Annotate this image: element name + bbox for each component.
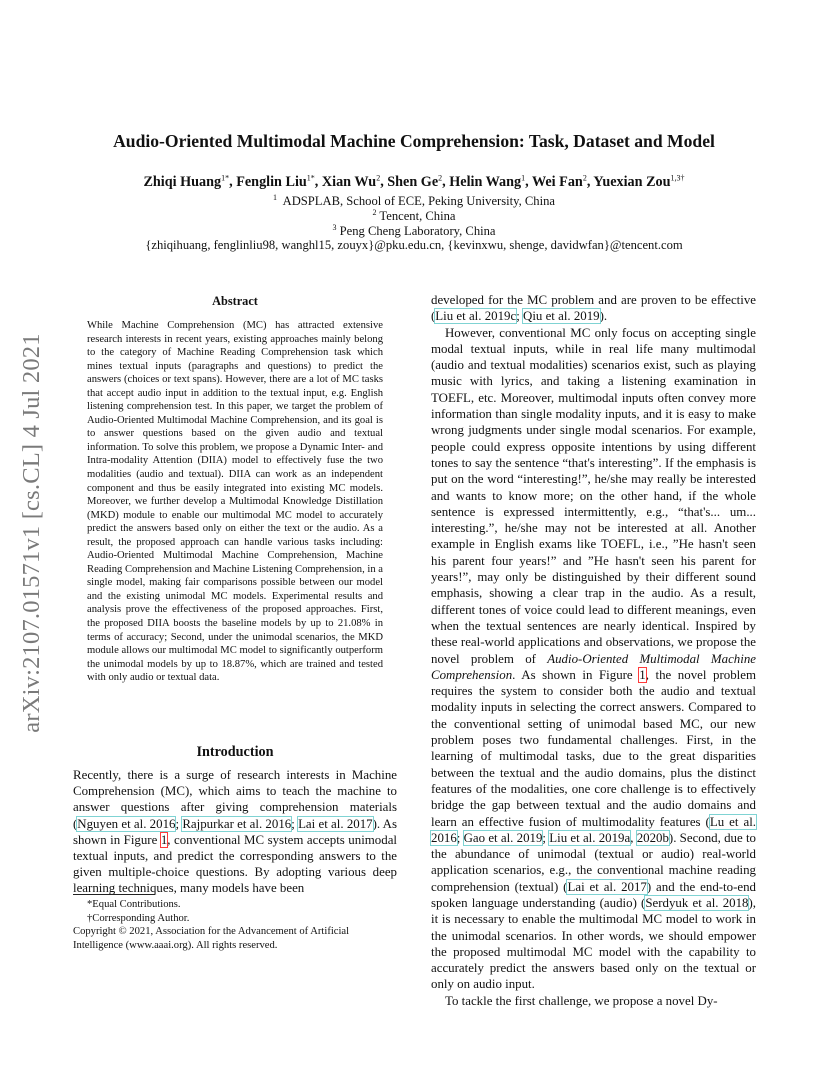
footnotes xyxy=(73,898,397,952)
author-emails: {zhiqihuang, fenglinliu98, wanghl15, zouyx}@pku.edu.cn, {kevinxwu, shenge, davidwfan}@tencent.com xyxy=(145,238,683,252)
citation-link[interactable]: Lai et al. 2017 xyxy=(298,816,373,831)
citation-link[interactable]: Lai et al. 2017 xyxy=(567,879,647,894)
copyright-notice: Copyright © 2021, Association for the Advancement of Artificial Intelligence (www.aaai.org). All rights reserved. xyxy=(73,926,350,951)
figure-link[interactable]: 1 xyxy=(160,832,168,847)
right-column-text: developed for the MC problem and are proven to be effective (Liu et al. 2019c; Qiu et al. 2019). However, conventional MC only focus on accepting single modal textual inputs, while in real life many multimodal (audio and textual modalities) scenarios exist, such as playing music with lyrics, and taking a listening examination in TOEFL, etc. Moreover, multimodal inputs often convey more information than single modality inputs, and it is easy to make wrong judgments under single modal scenarios. For example, people could express opposite intentions by using different tones to say the sentence “that's interesting”. If the emphasis is put on the word “interesting!”, he/she may really be interested and wants to know more; on the other hand, if the whole sentence is expressed intermittently, e.g., “that's... um... interesting.”, he/she may not be interested at all. Another example in English exams like TOEFL, i.e., ”He hasn't seen his parent four years!” and ”He hasn't seen his parent for years!”, may only be distinguished by their different sound emphasis, showing a clear trap in the audio. As a result, different tones of voice could lead to different meanings, even when the textual sentences are nearly identical. Inspired by these real-world applications and observations, we propose the novel problem of Audio-Oriented Multimodal Machine Comprehension. As shown in Figure 1, the novel problem requires the system to consider both the audio and textual modality inputs in selecting the correct answers. Compared to the conventional setting of unimodal based MC, our new problem poses two fundamental challenges. First, in the learning of multimodal tasks, due to the great disparities between the textual and the audio domains, plus the distinct features of the modalities, one core challenge is to effectively bridge the gap between textual and the audio domains and learn an effective fusion of multimodality features (Lu et al. 2016; Gao et al. 2019; Liu et al. 2019a, 2020b). Second, due to the abundance of unimodal (textual or audio) real-world application scenarios, e.g., the conventional machine reading comprehension (textual) (Lai et al. 2017) and the end-to-end spoken language understanding (audio) (Serdyuk et al. 2018), it is necessary to enable the multimodal MC model to work in the unimodal scenarios. In other words, we should empower the proposed multimodal MC model with the capability to accurately predict the answers based only on the textual or only on audio input. To tackle the first challenge, we propose a novel Dy- xyxy=(431,293,757,1008)
citation-link[interactable]: Liu et al. 2019c xyxy=(435,309,517,324)
citation-link[interactable]: Lu et al. 2016 xyxy=(431,814,757,845)
citation-link[interactable]: Liu et al. 2019a xyxy=(549,830,631,845)
arxiv-identifier-sidebar xyxy=(14,305,50,760)
task-name-emphasis: Audio-Oriented Multimodal Machine Comprehension xyxy=(431,651,756,682)
citation-link[interactable]: Gao et al. 2019 xyxy=(463,830,543,845)
author: Helin Wang$^1$ xyxy=(449,173,526,190)
citation-link[interactable]: Qiu et al. 2019 xyxy=(523,309,600,324)
arxiv-identifier: arXiv:2107.01571v1 [cs.CL] 4 Jul 2021 xyxy=(18,332,45,733)
abstract-text: While Machine Comprehension (MC) has attracted extensive research interests in recent years, existing approaches mainly belong to the category of Machine Reading Comprehension task which mines textual inputs (paragraphs and questions) to predict the answers (choices or text spans). However, there are a lot of MC tasks that accept audio input in addition to the textual input, e.g. English listening comprehension test. In this paper, we target the problem of Audio-Oriented Multimodal Machine Comprehension, and its goal is to answer questions based on the given audio and textual information. To solve this problem, we propose a Dynamic Inter- and Intra-modality Attention (DIIA) model to effectively fuse the two modalities (audio and textual). DIIA can work as an independent component and thus be easily integrated into existing MC models. Moreover, we further develop a Multimodal Knowledge Distillation (MKD) module to enable our multimodal MC model to accurately predict the answers based only on either the text or the audio. As a result, the proposed approach can handle various tasks including: Audio-Oriented Multimodal Machine Comprehension, Machine Reading Comprehension and Machine Listening Comprehension, in a single model, making fair comparisons possible between our model and the existing unimodal MC models. Experimental results and analysis prove the effectiveness of the proposed approaches. First, the proposed DIIA boosts the baseline models by up to 21.08% in terms of accuracy; Second, under the unimodal scenarios, the MKD module allows our multimodal MC model to significantly outperform the unimodal models by up to 18.87%, which are trained and tested with only audio or textual data. xyxy=(87,320,383,684)
paragraph-start: To tackle the first challenge, we propose a novel Dy- xyxy=(445,993,718,1008)
footnote-rule xyxy=(73,894,155,895)
paper-title: Audio-Oriented Multimodal Machine Comprehension: Task, Dataset and Model xyxy=(113,131,715,151)
footnote-equal-contribution: *Equal Contributions. xyxy=(87,899,181,910)
author: Shen Ge$^2$ xyxy=(387,173,443,190)
citation-link[interactable]: Rajpurkar et al. 2016 xyxy=(182,816,292,831)
author: Wei Fan$^2$ xyxy=(531,173,587,190)
affiliation: $^1$ ADSPLAB, School of ECE, Peking University, China xyxy=(272,193,555,209)
author: Fenglin Liu$^{1*}$ xyxy=(236,173,315,190)
footnote-corresponding-author: †Corresponding Author. xyxy=(87,912,190,924)
abstract-heading: Abstract xyxy=(212,294,258,308)
citation-link[interactable]: 2020b xyxy=(636,830,669,845)
author: Zhiqi Huang$^{1*}$ xyxy=(143,173,230,190)
affiliation: $^3$ Peng Cheng Laboratory, China xyxy=(332,223,496,239)
introduction-heading: Introduction xyxy=(196,744,274,760)
affiliation: $^2$ Tencent, China xyxy=(372,208,456,224)
figure-link[interactable]: 1 xyxy=(639,667,646,682)
citation-link[interactable]: Nguyen et al. 2016 xyxy=(77,816,176,831)
introduction-text: Recently, there is a surge of research interests in Machine Comprehension (MC), which aims to teach the machine to answer questions after giving comprehension materials (Nguyen et al. 2016; Rajpurkar et al. 2016; Lai et al. 2017). As shown in Figure 1, conventional MC system accepts unimodal textual inputs, and predict the corresponding answers to the given multiple-choice questions. By adopting various deep learning techniques, many models have been xyxy=(73,768,397,896)
author: Xian Wu$^2$ xyxy=(321,173,381,190)
author-list: Zhiqi Huang$^{1*}$, Fenglin Liu$^{1*}$, Xian Wu$^2$, Shen Ge$^2$, Helin Wang$^1$, Wei Fan$^2$, Yuexian Zou$^{1,3\dagger}$ xyxy=(143,173,685,190)
citation-link[interactable]: Serdyuk et al. 2018 xyxy=(645,895,749,910)
author: Yuexian Zou$^{1,3\dagger}$ xyxy=(593,173,685,190)
